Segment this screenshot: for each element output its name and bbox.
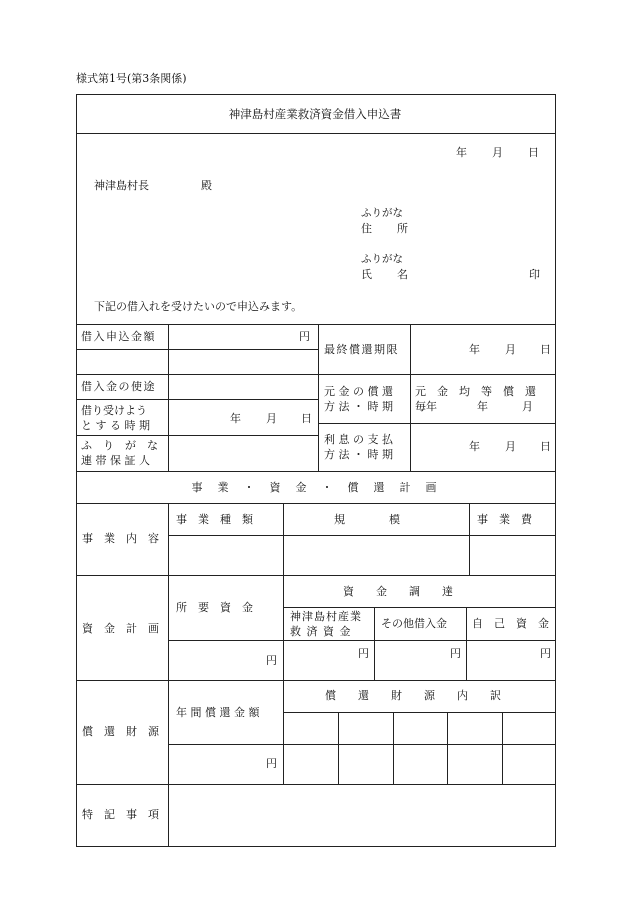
other-loans-header: その他借入金 — [381, 617, 447, 630]
repayment-source-label: 償 還 財 源 — [82, 725, 159, 738]
guarantor-label: 連 帯 保 証 人 — [81, 454, 150, 467]
required-funds-yen: 円 — [266, 654, 277, 667]
business-type-header: 事 業 種 類 — [176, 513, 253, 526]
annual-repayment-yen: 円 — [266, 757, 277, 770]
relief-fund-yen: 円 — [358, 647, 369, 660]
furigana-label-address: ふりがな — [361, 207, 403, 219]
principal-method-label-2: 方 法 ・ 時 期 — [324, 400, 393, 413]
addressee-honorific: 殿 — [201, 179, 212, 192]
principal-method-value-year: 年 — [477, 400, 488, 413]
loan-use-label: 借入金の使途 — [81, 380, 156, 393]
receive-period-day: 日 — [301, 412, 312, 425]
receive-period-label-2: と す る 時 期 — [81, 419, 150, 432]
address-label-1: 住 — [361, 222, 372, 235]
receive-period-month: 月 — [266, 412, 277, 425]
funding-plan-label: 資 金 計 画 — [82, 622, 159, 635]
receive-period-year: 年 — [230, 412, 241, 425]
remarks-label: 特 記 事 項 — [82, 808, 159, 821]
address-label-2: 所 — [397, 222, 408, 235]
interest-method-month: 月 — [505, 440, 516, 453]
declaration-text: 下記の借入れを受けたいので申込みます。 — [94, 300, 303, 313]
form-title: 神津島村産業救済資金借入申込書 — [228, 107, 402, 121]
relief-fund-header-2: 救 済 資 金 — [290, 625, 352, 638]
final-due-label: 最終償還期限 — [324, 343, 399, 356]
business-content-label: 事 業 内 容 — [82, 532, 159, 545]
business-scale-header: 規 模 — [334, 513, 400, 526]
own-funds-yen: 円 — [540, 647, 551, 660]
date-year-label: 年 — [456, 146, 467, 159]
plan-section-title: 事 業 ・ 資 金 ・ 償 還 計 画 — [191, 481, 439, 494]
interest-method-day: 日 — [540, 440, 551, 453]
final-due-day: 日 — [540, 343, 551, 356]
interest-method-year: 年 — [469, 440, 480, 453]
procurement-header: 資 金 調 達 — [343, 585, 453, 598]
interest-method-label-1: 利 息 の 支 払 — [324, 433, 393, 446]
date-month-label: 月 — [492, 146, 503, 159]
form-number: 様式第1号(第3条関係) — [76, 72, 187, 85]
annual-repayment-header: 年 間 償 還 金 額 — [176, 706, 260, 719]
own-funds-header: 自 己 資 金 — [472, 617, 549, 630]
guarantor-furigana-label: ふ り が な — [81, 439, 158, 452]
loan-amount-label: 借入申込金額 — [81, 330, 156, 343]
loan-amount-yen: 円 — [299, 330, 310, 343]
principal-method-value-month: 月 — [522, 400, 533, 413]
final-due-year: 年 — [469, 343, 480, 356]
final-due-month: 月 — [505, 343, 516, 356]
principal-method-label-1: 元 金 の 償 還 — [324, 385, 393, 398]
addressee-name: 神津島村長 — [94, 179, 149, 192]
relief-fund-header-1: 神津島村産業 — [290, 610, 362, 623]
name-label-2: 名 — [397, 268, 408, 281]
interest-method-label-2: 方 法 ・ 時 期 — [324, 448, 393, 461]
business-cost-header: 事 業 費 — [477, 513, 532, 526]
repayment-breakdown-header: 償 還 財 源 内 訳 — [325, 689, 501, 702]
seal-mark: 印 — [529, 268, 540, 281]
other-loans-yen: 円 — [450, 647, 461, 660]
receive-period-label-1: 借り受けよう — [81, 404, 147, 417]
principal-method-value-every-year: 毎年 — [415, 400, 437, 413]
principal-method-value-1: 元 金 均 等 償 還 — [415, 385, 536, 398]
required-funds-header: 所 要 資 金 — [176, 601, 253, 614]
date-day-label: 日 — [528, 146, 539, 159]
furigana-label-name: ふりがな — [361, 253, 403, 265]
name-label-1: 氏 — [361, 268, 372, 281]
